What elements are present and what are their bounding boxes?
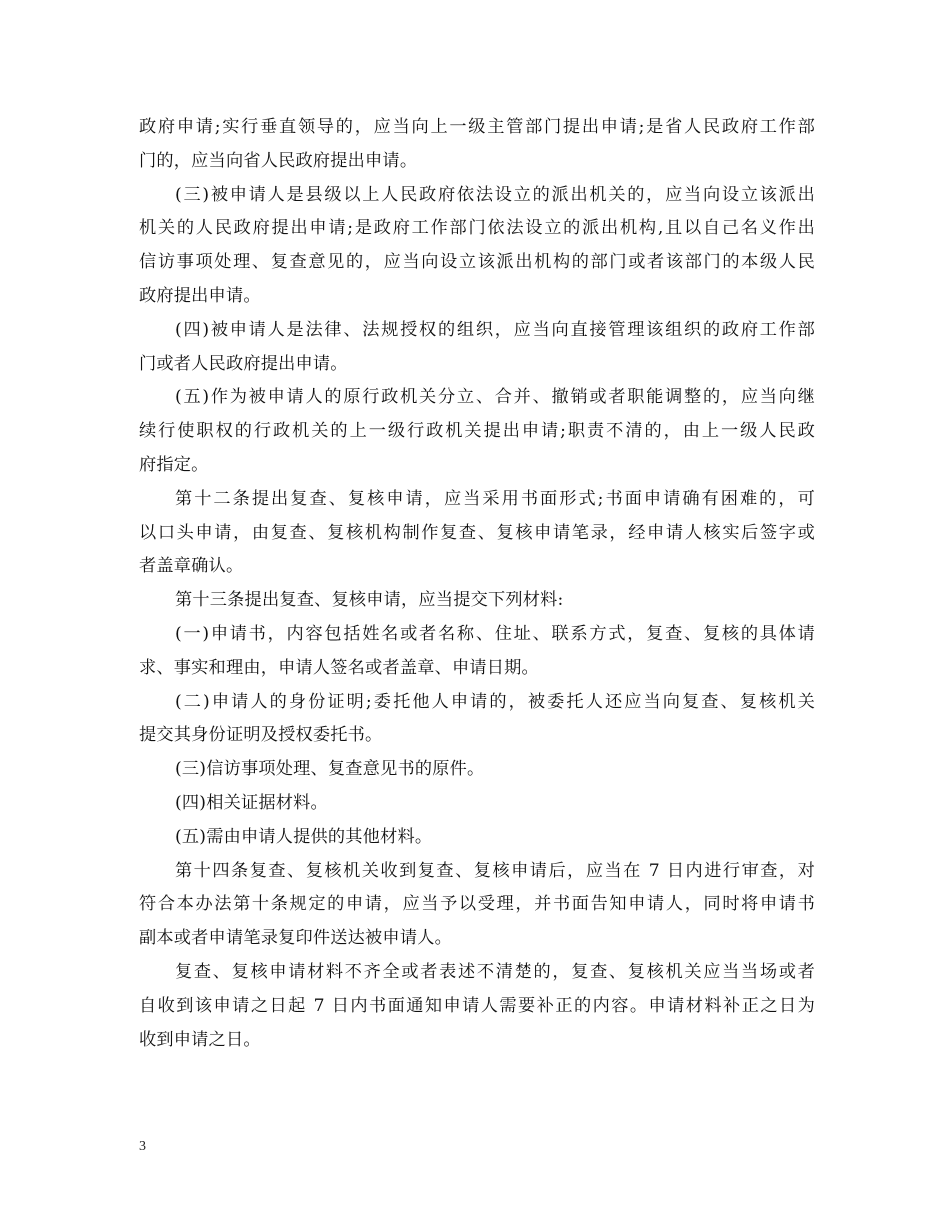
paragraph <box>139 956 815 1057</box>
page-number: 3 <box>139 1139 146 1154</box>
text-line: 者盖章确认。 <box>139 556 244 577</box>
text-line: 门的，应当向省人民政府提出申请。 <box>139 150 418 171</box>
paragraph <box>139 821 815 855</box>
text-line: 信访事项处理、复查意见的，应当向设立该派出机构的部门或者该部门的本级人民 <box>139 252 815 273</box>
paragraph <box>139 179 815 314</box>
paragraph <box>139 111 815 179</box>
text-line: 续行使职权的行政机关的上一级行政机关提出申请;职责不清的，由上一级人民政 <box>139 421 815 442</box>
paragraph <box>139 483 815 584</box>
text-line: 第十二条提出复查、复核申请，应当采用书面形式;书面申请确有困难的，可 <box>175 488 815 509</box>
text-line: 收到申请之日。 <box>139 1029 261 1050</box>
text-line: 求、事实和理由，申请人签名或者盖章、申请日期。 <box>139 657 539 678</box>
text-line: 以口头申请，由复查、复核机构制作复查、复核申请笔录，经申请人核实后签字或 <box>139 522 815 543</box>
text-line: (三)被申请人是县级以上人民政府依法设立的派出机关的，应当向设立该派出 <box>175 184 815 205</box>
text-line: (四)被申请人是法律、法规授权的组织，应当向直接管理该组织的政府工作部 <box>175 319 815 340</box>
paragraph <box>139 618 815 686</box>
text-line: 门或者人民政府提出申请。 <box>139 353 348 374</box>
text-line: 提交其身份证明及授权委托书。 <box>139 725 383 746</box>
text-line: 副本或者申请笔录复印件送达被申请人。 <box>139 928 452 949</box>
text-line: 自收到该申请之日起 7 日内书面通知申请人需要补正的内容。申请材料补正之日为 <box>139 995 815 1016</box>
paragraph <box>139 584 815 618</box>
text-line: (三)信访事项处理、复查意见书的原件。 <box>175 759 485 780</box>
text-line: (五)作为被申请人的原行政机关分立、合并、撤销或者职能调整的，应当向继 <box>175 387 815 408</box>
text-line: (五)需由申请人提供的其他材料。 <box>175 826 433 847</box>
text-line: 政府提出申请。 <box>139 285 261 306</box>
text-line: (二)申请人的身份证明;委托他人申请的，被委托人还应当向复查、复核机关 <box>175 691 815 712</box>
text-line: 政府申请;实行垂直领导的，应当向上一级主管部门提出申请;是省人民政府工作部 <box>139 117 815 137</box>
text-line: (一)申请书，内容包括姓名或者名称、住址、联系方式，复查、复核的具体请 <box>175 623 815 644</box>
text-line: 复查、复核申请材料不齐全或者表述不清楚的，复查、复核机关应当当场或者 <box>175 961 815 982</box>
paragraph <box>139 314 815 382</box>
text-line: 第十四条复查、复核机关收到复查、复核申请后，应当在 7 日内进行审查，对 <box>175 860 815 881</box>
paragraph <box>139 753 815 787</box>
text-line: (四)相关证据材料。 <box>175 792 328 813</box>
text-line: 机关的人民政府提出申请;是政府工作部门依法设立的派出机构,且以自己名义作出 <box>139 218 815 239</box>
text-line: 符合本办法第十条规定的申请，应当予以受理，并书面告知申请人，同时将申请书 <box>139 894 815 915</box>
text-line: 第十三条提出复查、复核申请，应当提交下列材料: <box>175 590 564 611</box>
paragraph <box>139 381 815 482</box>
paragraph <box>139 686 815 754</box>
paragraph <box>139 855 815 956</box>
document-body <box>139 111 815 1057</box>
text-line: 府指定。 <box>139 454 209 475</box>
paragraph <box>139 787 815 821</box>
